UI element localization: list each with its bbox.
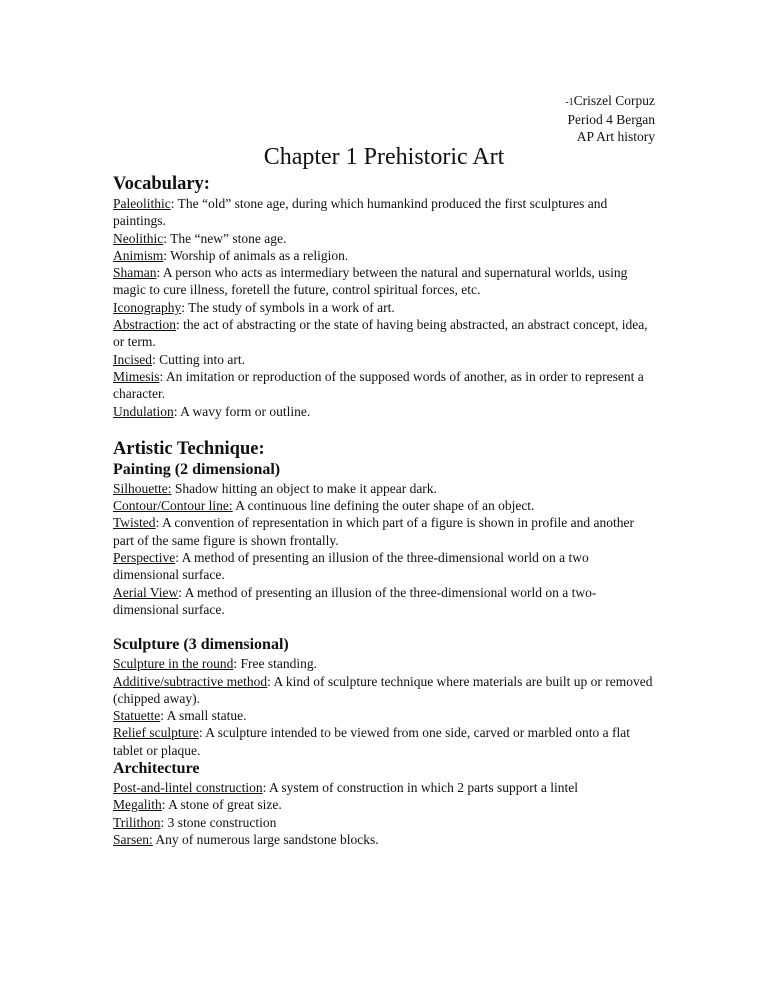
sculpture-definition: : A sculpture intended to be viewed from one side, carved or marbled onto a flat tablet or plaque. — [113, 725, 630, 758]
vocabulary-heading: Vocabulary: — [113, 174, 210, 194]
sculpture-term: Additive/subtractive method — [113, 673, 268, 689]
architecture-definition: : 3 stone construction — [160, 814, 277, 830]
painting-definition: A continuous line defining the outer shape of an object. — [232, 498, 535, 514]
architecture-term: Megalith — [113, 797, 162, 813]
sculpture-entry — [113, 707, 658, 724]
architecture-list — [113, 779, 658, 848]
architecture-term: Post-and-lintel construction — [113, 780, 263, 796]
sculpture-term: Relief sculpture — [113, 725, 199, 741]
painting-entry — [113, 480, 658, 497]
vocab-term: Mimesis — [113, 368, 160, 384]
vocab-term: Animism — [113, 247, 164, 263]
vocab-definition: : An imitation or reproduction of the supposed words of another, as in order to represent a character. — [113, 368, 644, 402]
architecture-entry — [113, 796, 658, 813]
vocab-definition: : The “new” stone age. — [163, 230, 287, 246]
painting-entry — [113, 549, 658, 584]
sculpture-term: Sculpture in the round — [113, 656, 234, 672]
sculpture-heading: Sculpture (3 dimensional) — [113, 636, 289, 654]
vocab-entry — [113, 351, 658, 368]
student-name: Criszel Corpuz — [573, 93, 655, 108]
vocab-entry — [113, 299, 658, 316]
vocab-definition: : The study of symbols in a work of art. — [181, 299, 395, 315]
painting-entry — [113, 497, 658, 514]
header-name-line — [565, 92, 655, 111]
architecture-heading: Architecture — [113, 760, 200, 778]
vocab-entry — [113, 403, 658, 420]
vocab-entry — [113, 368, 658, 403]
painting-definition: Shadow hitting an object to make it appear dark. — [171, 480, 437, 496]
sculpture-entry — [113, 724, 658, 759]
painting-definition: : A method of presenting an illusion of the three-dimensional world on a two-dimensional surface. — [113, 584, 597, 617]
painting-list — [113, 480, 658, 618]
vocab-entry — [113, 316, 658, 351]
vocab-term: Incised — [113, 351, 152, 367]
header-block — [565, 92, 655, 145]
vocab-term: Shaman — [113, 265, 157, 281]
painting-definition: : A convention of representation in which part of a figure is shown in profile and another part of the same figure is shown frontally. — [113, 515, 634, 548]
vocab-definition: : A wavy form or outline. — [173, 403, 311, 419]
vocab-term: Paleolithic — [113, 196, 171, 211]
vocab-entry — [113, 230, 658, 247]
vocab-entry — [113, 264, 658, 299]
vocab-term: Iconography — [113, 299, 182, 315]
painting-term: Perspective — [113, 550, 176, 566]
sculpture-term: Statuette — [113, 708, 161, 724]
vocab-entry — [113, 195, 658, 230]
vocab-definition: : The “old” stone age, during which humankind produced the first sculptures and paintings. — [113, 196, 608, 229]
spacer — [113, 420, 658, 438]
document-body — [113, 173, 658, 848]
architecture-term: Trilithon — [113, 814, 161, 830]
course-name: AP Art history — [576, 129, 655, 144]
page-title: Chapter 1 Prehistoric Art — [263, 144, 505, 170]
vocab-entry — [113, 247, 658, 264]
architecture-term: Sarsen: — [113, 831, 153, 847]
sculpture-entry — [113, 673, 658, 708]
vocab-definition: : Worship of animals as a religion. — [163, 247, 349, 263]
architecture-entry — [113, 831, 658, 848]
sculpture-list — [113, 655, 658, 759]
painting-term: Twisted — [113, 515, 156, 531]
sculpture-definition: : Free standing. — [233, 656, 317, 672]
technique-heading: Artistic Technique: — [113, 438, 265, 459]
vocab-term: Undulation — [113, 403, 174, 419]
painting-term: Silhouette: — [113, 480, 172, 496]
architecture-entry — [113, 779, 658, 796]
architecture-definition: : A stone of great size. — [161, 797, 282, 813]
architecture-definition: : A system of construction in which 2 parts support a lintel — [262, 780, 578, 796]
vocab-term: Neolithic — [113, 230, 164, 246]
vocab-definition: : A person who acts as intermediary between the natural and supernatural worlds, using magic to cure illness, foretell the future, control spiritual forces, etc. — [113, 265, 628, 298]
painting-entry — [113, 514, 658, 549]
painting-heading: Painting (2 dimensional) — [113, 460, 281, 478]
class-period: Period 4 Bergan — [567, 112, 655, 127]
architecture-definition: Any of numerous large sandstone blocks. — [152, 831, 379, 847]
architecture-entry — [113, 814, 658, 831]
sculpture-definition: : A kind of sculpture technique where materials are built up or removed (chipped away). — [113, 673, 653, 706]
vocab-term: Abstraction — [113, 317, 176, 333]
vocab-definition: : Cutting into art. — [151, 351, 245, 367]
page-marker: -1 — [565, 97, 574, 108]
painting-entry — [113, 584, 658, 619]
sculpture-definition: : A small statue. — [160, 708, 247, 724]
vocab-definition: : the act of abstracting or the state of having being abstracted, an abstract concept, idea, or term. — [113, 317, 648, 350]
sculpture-entry — [113, 655, 658, 672]
painting-term: Contour/Contour line: — [113, 498, 233, 514]
painting-term: Aerial View — [113, 584, 179, 600]
painting-definition: : A method of presenting an illusion of the three-dimensional world on a two dimensional surface. — [113, 550, 589, 583]
vocabulary-list — [113, 195, 658, 420]
spacer — [113, 618, 658, 635]
